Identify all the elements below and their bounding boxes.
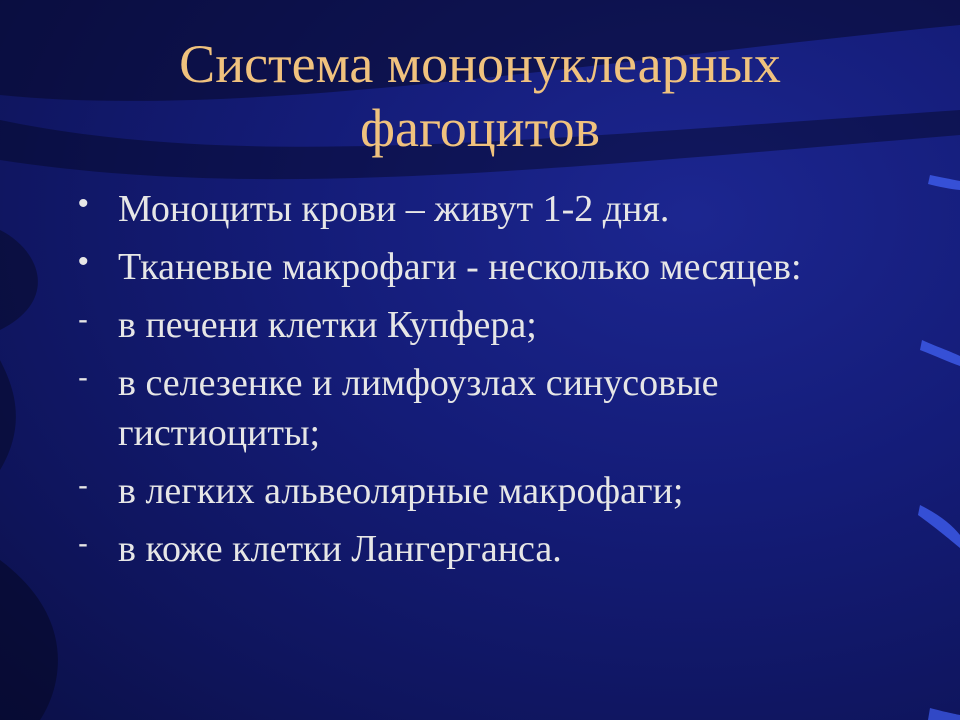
bullet-text: Тканевые макрофаги - несколько месяцев: <box>118 246 802 288</box>
dash-marker: - <box>78 527 88 560</box>
bullet-marker: • <box>78 187 89 220</box>
swoosh-dark-mid <box>0 360 16 470</box>
bullet-text: Моноциты крови – живут 1-2 дня. <box>118 188 670 230</box>
slide-title: Система мононуклеарных фагоцитов <box>179 34 781 158</box>
bullet-list <box>78 184 878 582</box>
dash-marker: - <box>78 303 88 336</box>
list-item <box>78 242 878 292</box>
list-item <box>78 358 878 458</box>
list-item <box>78 466 878 516</box>
swoosh-light-right-1 <box>928 175 960 190</box>
swoosh-light-right-4 <box>928 708 960 720</box>
list-item <box>78 184 878 234</box>
bullet-text: в легких альвеолярные макрофаги; <box>118 470 684 512</box>
bullet-text: в печени клетки Купфера; <box>118 304 537 346</box>
swoosh-dark-bottom <box>0 560 58 720</box>
bullet-text: в коже клетки Лангерганса. <box>118 528 562 570</box>
swoosh-light-right-3 <box>918 505 960 548</box>
bullet-marker: • <box>78 245 89 278</box>
dash-marker: - <box>78 361 88 394</box>
bullet-text: в селезенке и лимфоузлах синусовые гистиоциты; <box>118 362 719 454</box>
list-item <box>78 524 878 574</box>
swoosh-dark-left <box>0 230 38 330</box>
dash-marker: - <box>78 469 88 502</box>
list-item <box>78 300 878 350</box>
swoosh-light-right-2 <box>920 340 960 366</box>
